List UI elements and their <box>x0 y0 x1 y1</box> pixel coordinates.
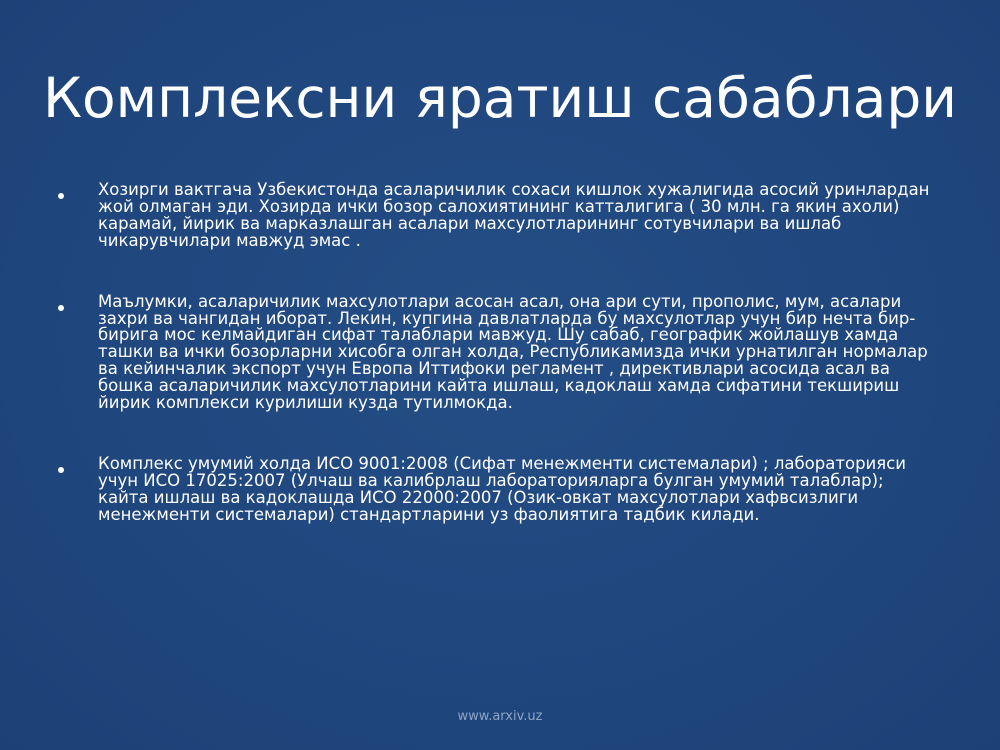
slide-title: Комплексни яратиш сабаблари <box>42 66 958 130</box>
bullet-dot-icon <box>58 305 64 311</box>
bullet-dot-icon <box>58 467 64 473</box>
bullet-item <box>58 291 938 413</box>
bullet-dot-icon <box>58 193 64 199</box>
bullet-item <box>58 453 938 524</box>
bullet-list <box>58 182 938 524</box>
bullet-text: Маълумки, асаларичилик махсулотлари асосан асал, она ари сути, прополис, мум, асалари захри ва чангидан иборат. Лекин, купгина давлатларда бу махсулотлар учун бир нечта бир-бирига мос келмайдиган сифат талаблари мавжуд. Шу сабаб, географик жойлашув хамда ташки ва ички бозорларни хисобга олган холда, Республикамизда ички урнатилган нормалар ва кейинчалик экспорт учун Европа Иттифоки регламент , директивлари асосида асал ва бошка асаларичилик махсулотларини кайта ишлаш, кадоклаш хамда сифатини текшириш йирик комплекси курилиши кузда тутилмокда. <box>98 291 928 413</box>
footer-link[interactable]: www.arxiv.uz <box>457 709 543 724</box>
bullet-text: Комплекс умумий холда ИСО 9001:2008 (Сифат менежменти системалари) ; лабораторияси учун ИСО 17025:2007 (Улчаш ва калибрлаш лабораторияларга булган умумий талаблар); кайта ишлаш ва кадоклашда ИСО 22000:2007 (Озик-овкат махсулотлари хафвсизлиги менежменти системалари) стандартларини уз фаолиятига тадбик килади. <box>98 453 906 524</box>
bullet-item <box>58 182 938 250</box>
bullet-text: Хозирги вактгача Узбекистонда асаларичилик сохаси кишлок хужалигида асосий уринлардан жой олмаган эди. Хозирда ички бозор салохиятининг катталигига ( 30 млн. га якин ахоли) карамай, йирик ва марказлашган асалари махсулотларининг сотувчилари ва ишлаб чикарувчилари мавжуд эмас . <box>98 180 930 250</box>
